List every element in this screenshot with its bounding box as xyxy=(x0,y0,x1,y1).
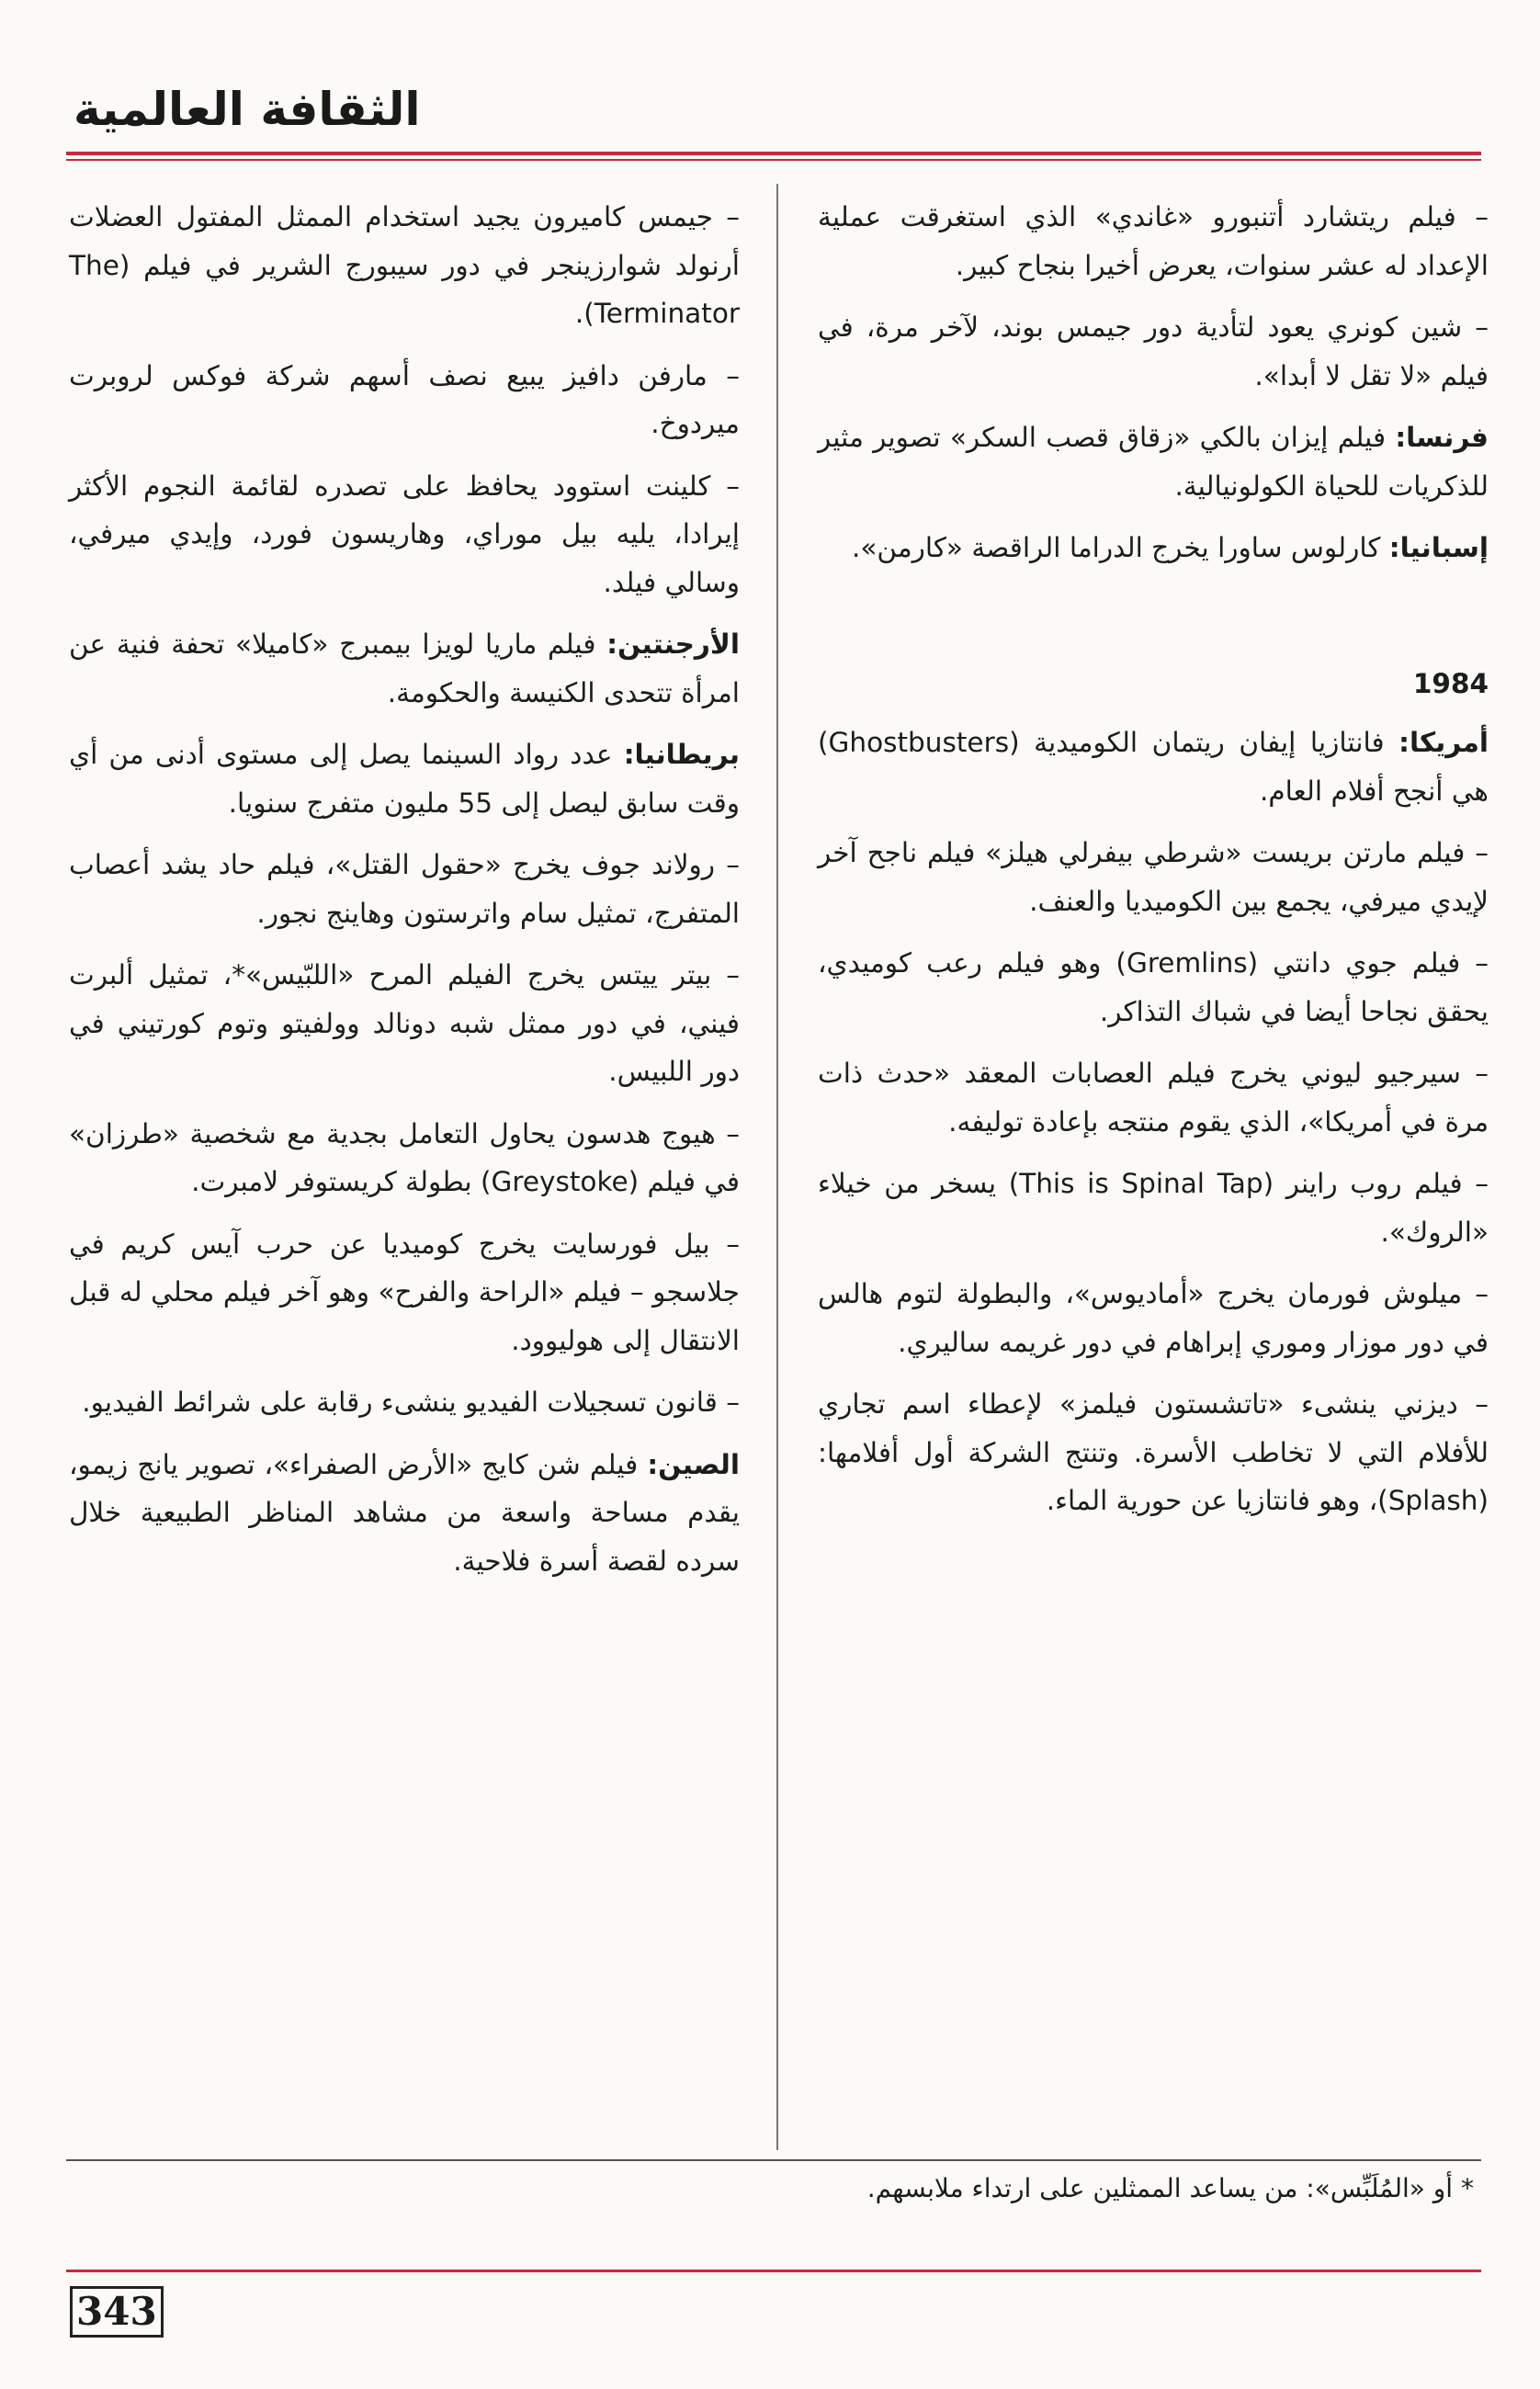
country-label: الصين: xyxy=(647,1448,740,1480)
paragraph: – بيتر ييتس يخرج الفيلم المرح «اللبّيس»*، تمثيل ألبرت فيني، في دور ممثل شبه دونالد وولفيتو وتوم كورتيني في دور اللبيس. xyxy=(69,959,740,1087)
paragraph: – سيرجيو ليوني يخرج فيلم العصابات المعقد «حدث ذات مرة في أمريكا»، الذي يقوم منتجه بإعادة توليفه. xyxy=(818,1058,1489,1138)
footer-rule xyxy=(66,2270,1481,2272)
paragraph: – فيلم روب راينر (This is Spinal Tap) يسخر من خيلاء «الروك». xyxy=(818,1168,1489,1248)
paragraph: – ديزني ينشىء «تاتشستون فيلمز» لإعطاء اسم تجاري للأفلام التي لا تخاطب الأسرة. وتنتج الشركة أول أفلامها: (Splash)، وهو فانتازيا عن حورية الماء. xyxy=(818,1388,1489,1516)
paragraph: – فيلم مارتن بريست «شرطي بيفرلي هيلز» فيلم ناجح آخر لإيدي ميرفي، يجمع بين الكوميديا والعنف. xyxy=(818,837,1489,917)
country-label: إسبانيا: xyxy=(1388,532,1489,563)
country-label: أمريكا: xyxy=(1398,727,1489,758)
paragraph: – رولاند جوف يخرج «حقول القتل»، فيلم حاد يشد أعصاب المتفرج، تمثيل سام واترستون وهاينج نجور. xyxy=(69,849,740,929)
header-rule xyxy=(66,152,1481,155)
paragraph: – فيلم جوي دانتي (Gremlins) وهو فيلم رعب كوميدي، يحقق نجاحا أيضا في شباك التذاكر. xyxy=(818,947,1489,1027)
paragraph: – بيل فورسايت يخرج كوميديا عن حرب آيس كريم في جلاسجو – فيلم «الراحة والفرح» وهو آخر فيلم محلي له قبل الانتقال إلى هوليوود. xyxy=(69,1228,740,1356)
paragraph: – فيلم ريتشارد أتنبورو «غاندي» الذي استغرقت عملية الإعداد له عشر سنوات، يعرض أخيرا بنجاح كبير. xyxy=(818,201,1489,281)
paragraph: – مارفن دافيز يبيع نصف أسهم شركة فوكس لروبرت ميردوخ. xyxy=(69,359,740,439)
paragraph: – هيوج هدسون يحاول التعامل بجدية مع شخصية «طرزان» في فيلم (Greystoke) بطولة كريستوفر لامبرت. xyxy=(69,1117,740,1197)
paragraph: بريطانيا: عدد رواد السينما يصل إلى مستوى أدنى من أي وقت سابق ليصل إلى 55 مليون متفرج سنويا. xyxy=(69,739,740,819)
paragraph: إسبانيا: كارلوس ساورا يخرج الدراما الراقصة «كارمن». xyxy=(851,532,1489,563)
paragraph: – ميلوش فورمان يخرج «أماديوس»، والبطولة لتوم هالس في دور موزار وموري إبراهام في دور غريمه ساليري. xyxy=(818,1278,1489,1358)
footnote-rule xyxy=(66,2159,1481,2161)
column-divider xyxy=(776,184,778,2150)
country-label: الأرجنتين: xyxy=(606,628,740,660)
page-number: 343 xyxy=(70,2286,164,2338)
header-rule-thin xyxy=(66,159,1481,161)
paragraph: الصين: فيلم شن كايج «الأرض الصفراء»، تصوير يانج زيمو، يقدم مساحة واسعة من مشاهد المناظر الطبيعية خلال سرده لقصة أسرة فلاحية. xyxy=(69,1448,740,1577)
paragraph: فرنسا: فيلم إيزان بالكي «زقاق قصب السكر» تصوير مثير للذكريات للحياة الكولونيالية. xyxy=(818,422,1489,502)
paragraph: – جيمس كاميرون يجيد استخدام الممثل المفتول العضلات أرنولد شوارزينجر في دور سيبورج الشرير في فيلم (The Terminator). xyxy=(69,201,740,329)
year-heading: 1984 xyxy=(1412,667,1489,699)
paragraph: – شين كونري يعود لتأدية دور جيمس بوند، لآخر مرة، في فيلم «لا تقل لا أبدا». xyxy=(818,311,1489,391)
left-column xyxy=(69,193,740,1599)
paragraph: – كلينت استوود يحافظ على تصدره لقائمة النجوم الأكثر إيرادا، يليه بيل موراي، وهاريسون فورد، وإيدي ميرفي، وسالي فيلد. xyxy=(69,470,740,598)
footnote: * أو «المُلَبِّس»: من يساعد الممثلين على ارتداء ملابسهم. xyxy=(866,2173,1474,2203)
page-header-title: الثقافة العالمية xyxy=(74,83,421,136)
paragraph: الأرجنتين: فيلم ماريا لويزا بيمبرج «كاميلا» تحفة فنية عن امرأة تتحدى الكنيسة والحكومة. xyxy=(69,628,740,708)
right-column xyxy=(818,193,1489,1539)
paragraph: – قانون تسجيلات الفيديو ينشىء رقابة على شرائط الفيديو. xyxy=(82,1387,740,1418)
paragraph: أمريكا: فانتازيا إيفان ريتمان الكوميدية (Ghostbusters) هي أنجح أفلام العام. xyxy=(818,727,1489,807)
country-label: بريطانيا: xyxy=(623,739,740,770)
country-label: فرنسا: xyxy=(1395,422,1489,453)
